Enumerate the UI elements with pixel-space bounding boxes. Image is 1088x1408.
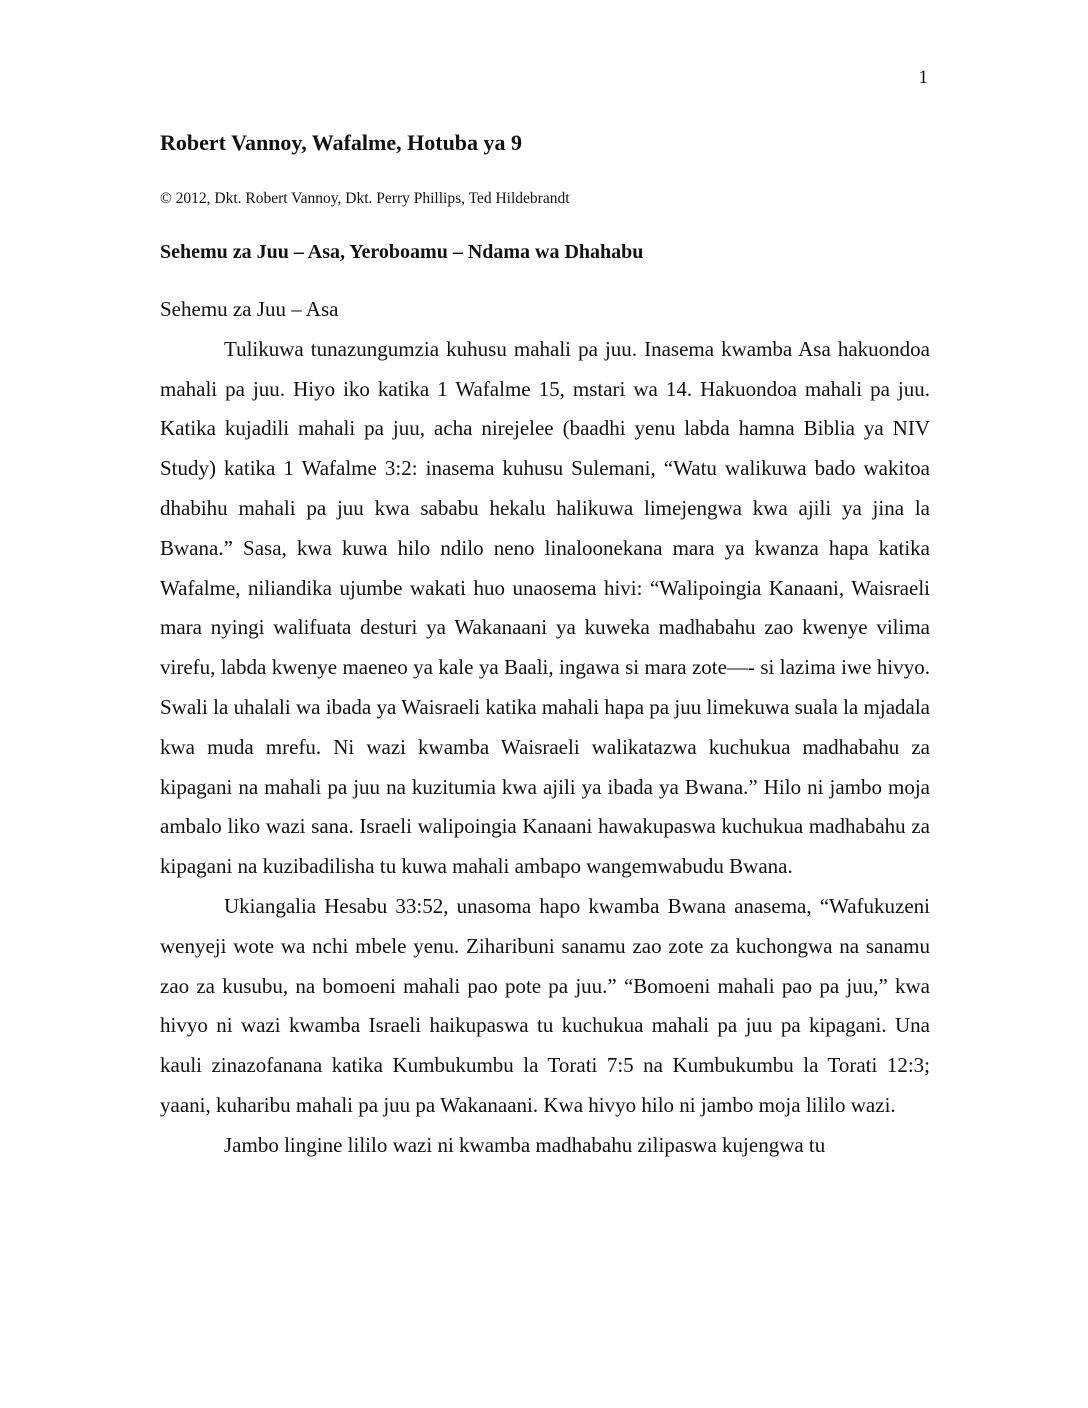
document-body bbox=[160, 290, 930, 1166]
paragraph: Ukiangalia Hesabu 33:52, unasoma hapo kwamba Bwana anasema, “Wafukuzeni wenyeji wote wa nchi mbele yenu. Ziharibuni sanamu zao zote za kuchongwa na sanamu zao za kusubu, na bomoeni mahali pao pote pa juu.” “Bomoeni mahali pao pa juu,” kwa hivyo ni wazi kwamba Israeli haikupaswa tu kuchukua mahali pa juu pa kipagani. Una kauli zinazofanana katika Kumbukumbu la Torati 7:5 na Kumbukumbu la Torati 12:3; yaani, kuharibu mahali pa juu pa Wakanaani. Kwa hivyo hilo ni jambo moja lililo wazi. bbox=[160, 893, 930, 1117]
subsection-heading: Sehemu za Juu – Asa bbox=[160, 297, 339, 321]
document-title: Robert Vannoy, Wafalme, Hotuba ya 9 bbox=[160, 130, 523, 155]
paragraph: Jambo lingine lililo wazi ni kwamba madhabahu zilipaswa kujengwa tu bbox=[224, 1132, 826, 1157]
paragraph: Tulikuwa tunazungumzia kuhusu mahali pa juu. Inasema kwamba Asa hakuondoa mahali pa juu. Hiyo iko katika 1 Wafalme 15, mstari wa 14. Hakuondoa mahali pa juu. Katika kujadili mahali pa juu, acha nirejelee (baadhi yenu labda hamna Biblia ya NIV Study) katika 1 Wafalme 3:2: inasema kuhusu Sulemani, “Watu walikuwa bado wakitoa dhabihu mahali pa juu kwa sababu hekalu halikuwa limejengwa kwa ajili ya jina la Bwana.” Sasa, kwa kuwa hilo ndilo neno linaloonekana mara ya kwanza hapa katika Wafalme, niliandika ujumbe wakati huo unaosema hivi: “Walipoingia Kanaani, Waisraeli mara nyingi walifuata desturi ya Wakanaani ya kuweka madhabahu zao kwenye vilima virefu, labda kwenye maeneo ya kale ya Baali, ingawa si mara zote—- si lazima iwe hivyo. Swali la uhalali wa ibada ya Waisraeli katika mahali hapa pa juu limekuwa suala la mjadala kwa muda mrefu. Ni wazi kwamba Waisraeli walikatazwa kuchukua madhabahu za kipagani na mahali pa juu na kuzitumia kwa ajili ya ibada ya Bwana.” Hilo ni jambo moja ambalo liko wazi sana. Israeli walipoingia Kanaani hawakupaswa kuchukua madhabahu za kipagani na kuzibadilisha tu kuwa mahali ambapo wangemwabudu Bwana. bbox=[160, 336, 930, 879]
section-heading: Sehemu za Juu – Asa, Yeroboamu – Ndama wa Dhahabu bbox=[160, 241, 644, 263]
copyright-notice: © 2012, Dkt. Robert Vannoy, Dkt. Perry Phillips, Ted Hildebrandt bbox=[160, 190, 570, 207]
page-number: 1 bbox=[918, 67, 928, 88]
